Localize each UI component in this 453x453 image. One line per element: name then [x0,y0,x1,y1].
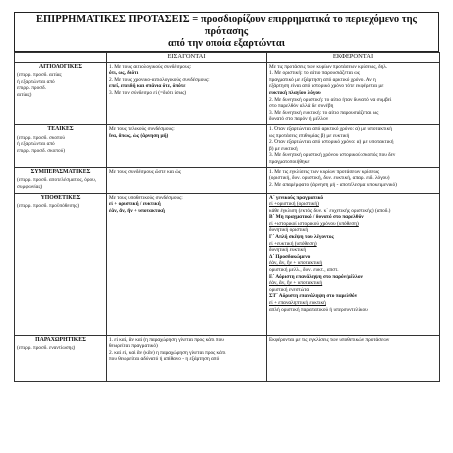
text-line: Δ΄ Προσδοκώμενο [269,253,311,260]
table-row [15,193,440,335]
text-line: εἰ + επαναληπτική ευκτική [269,300,326,306]
grammar-table [14,52,440,382]
expressed-cell [267,193,440,335]
title-line-1: ΕΠΙΡΡΗΜΑΤΙΚΕΣ ΠΡΟΤΑΣΕΙΣ = προσδιορίζουν επιρρηματικά το περιεχόμενο της πρότασης [36,14,417,37]
text-line: Με τις προτάσεις των κυρίων προτάσεων κρίσεως, δηλ. [269,63,388,70]
text-line: Α΄ γενικούς πραγματικό [269,194,324,201]
text-line: ἐάν, ἄν, ἤν + υποτακτική [269,260,323,267]
category-label: ΤΕΛΙΚΕΣ [47,125,74,132]
document-title [14,12,439,52]
header-introduced: ΕΙΣΑΓΟΝΤΑΙ [107,53,267,63]
header-expressed: ΕΚΦΕΡΟΝΤΑΙ [267,53,440,63]
text-line: Με τους τελικούς συνδέσμους: [109,125,175,132]
text-line: Με τους υποθετικούς συνδέσμους: [109,194,183,201]
category-cell [15,193,107,335]
category-label: ΣΥΜΠΕΡΑΣΜΑΤΙΚΕΣ [30,168,91,175]
text-line: δυνητική ευκτική [269,247,307,254]
text-line: 2. Με απαρέμφατο (άρνηση μή - αποτέλεσμα υποκειμενικό) [269,181,397,188]
text-line: 2. Όταν εξαρτώνται από ιστορικό χρόνο: α) με υποτακτική [269,139,394,146]
category-cell [15,335,107,381]
table-row [15,124,440,167]
expressed-cell [267,124,440,167]
text-line: 3. Με δυνητική οριστική χρόνου ιστορικού:σκοπός που δεν [269,152,396,159]
category-note: (επιρρ. προσδ. σκοπού [17,134,65,141]
text-line: 1. εἰ καί, ἄν καί (η παραχώρηση γίνεται προς κάτι που [109,336,224,343]
category-note: επιρρ. προσδ. [17,85,46,92]
introduced-cell [107,193,267,335]
expressed-cell [267,167,440,193]
category-cell [15,124,107,167]
text-line: Ε΄ Αόριστη επανάληψη στο παρόν/μέλλον [269,273,363,280]
text-line: απλή οριστική παρατατικού ή υπερσυντελίκου [269,306,368,313]
text-line: Γ΄ Απλή σκέψη του λέγοντος [269,234,334,241]
introduced-cell [107,167,267,193]
text-line: 2. Με τους χρονικο-αιτιολογικούς συνδέσμους: [109,76,210,83]
category-note: συμφωνίας) [17,183,43,190]
table-row [15,335,440,381]
text-line: πραγματοποιήθηκε [269,158,310,165]
text-line: 1. Με οριστική: το αίτιο παρουσιάζεται ως [269,70,360,77]
text-line: εἰ +οριστική (οριστική) [269,201,319,208]
category-cell [15,62,107,124]
text-line: 1. Με τους αιτιολογικούς συνδέσμους: [109,63,192,70]
text-line: ΣΤ΄ Αόριστη επανάληψη στο παρελθόν [269,293,358,300]
text-line: ἐάν, ἄν, ἤν + υποτακτική [109,207,165,214]
category-note: επιρρ. προσδ. σκοπού) [17,147,65,154]
text-line: 2. Με δυνητική οριστική: το αίτιο ήταν δυνατό να συμβεί [269,96,392,103]
text-line: πραγματικό με εξάρτηση από αρκτικό χρόνο. Αν η [269,76,376,83]
table-row [15,167,440,193]
header-empty [15,53,107,63]
title-line-2: από την οποία εξαρτώνται [168,38,285,49]
text-line: θεωρείται πραγματικό) [109,343,158,350]
introduced-cell [107,62,267,124]
text-line: ότι, ως, διότι [109,70,139,77]
category-label: ΥΠΟΘΕΤΙΚΕΣ [40,194,81,201]
text-line: δυνατό στο παρόν ή μέλλον [269,116,329,123]
text-line: δυνητική οριστική [269,227,309,234]
category-note: ή εξαρτώνται από [17,78,55,85]
table-header-row [15,53,440,63]
category-note: (επιρρ. προσδ. εναντίωσης) [17,345,76,352]
text-line: που θεωρείται αδύνατό ή απίθανο - η εξάρτηση από [109,356,220,363]
text-line: εξάρτηση είναι από ιστορικό χρόνο τότε εκφέρεται με [269,83,384,90]
text-line: επεί, επειδή και σπάνια ότε, όπότε [109,83,186,90]
category-note: (επιρρ. προσδ. προϋπόθεσης) [17,203,80,210]
text-line: οριστική μελλ., δυν. ευκτ., απστ. [269,267,339,274]
text-line: Β΄ Μη πραγματικό / δυνατό στο παρελθόν [269,214,364,221]
text-line: β) με ευκτική [269,145,298,152]
text-line: 1. Με τις εγκλίσεις των κυρίων προτάσεων κρίσεως [269,168,380,175]
category-note: (επιρρ. προσδ. αιτίας [17,72,62,79]
text-line: οριστική ενεστώτα [269,286,310,293]
category-label: ΑΙΤΙΟΛΟΓΙΚΕΣ [38,63,83,70]
table-row [15,62,440,124]
text-line: στο παρελθόν αλλά δε συνέβη [269,103,334,110]
text-line: εἰ + οριστική / ευκτική [109,201,161,208]
text-line: 1. Όταν εξαρτώνται από αρκτικό χρόνο: α) με υποτακτική [269,125,393,132]
text-line: εἰ +ιστορικοί ιστορικού χρόνου (υπόθεση) [269,220,359,227]
category-note: αιτίας) [17,91,32,98]
introduced-cell [107,335,267,381]
text-line: εἰ +ευκτική (υπόθεση) [269,240,317,247]
category-note: ή εξαρτώνται από [17,141,55,148]
text-line: ἵνα, ὅπως, ὡς (άρνηση μή) [109,132,169,139]
text-line: (οριστική, δυν. οριστική, δυν. ευκτική, απαρ. ειδ. λόγου) [269,175,390,182]
category-cell [15,167,107,193]
expressed-cell [267,335,440,381]
text-line: ευκτική πλαγίου λόγου [269,89,321,96]
text-line: 2. καὶ εἰ, καὶ ἄν (κἄν) η παραχώρηση γίνεται προς κάτι [109,349,226,356]
expressed-cell [267,62,440,124]
text-line: κάθε έγκλιση (εκτός δυν. κ΄ ευχετικής οριστικής) (αποδ.) [269,207,391,214]
introduced-cell [107,124,267,167]
category-label: ΠΑΡΑΧΩΡΗΤΙΚΕΣ [35,336,86,343]
text-line: Εκφέρονται με τις εγκλίσεις των υποθετικών προτάσεων [269,336,390,343]
text-line: ως προτάσεις επιθυμίας β) με ευκτική [269,132,350,139]
category-note: (επιρρ. προσδ. αποτελέσματος, όρου, [17,177,97,184]
text-line: 3. Με τον σύνδεσμο εἰ (=διότι ίσως) [109,89,187,96]
text-line: 3. Με δυνητική ευκτική: το αίτιο παρουσιάζεται ως [269,109,379,116]
document-page [14,12,439,382]
text-line: Με τους συνδέσμους ὥστε και ὡς [109,168,181,175]
text-line: ἐάν, ἄν, ἤν + υποτακτική [269,280,323,287]
